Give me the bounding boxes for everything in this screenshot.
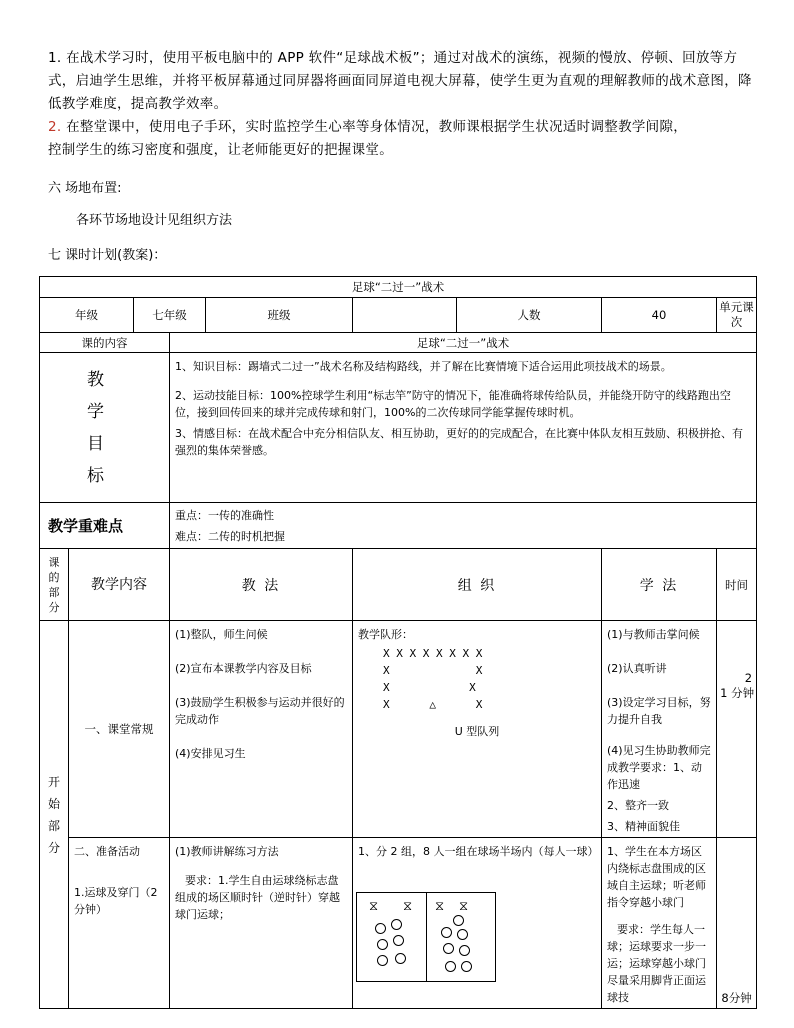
intro-p1-number: 1. [48, 50, 62, 66]
row1-content: 一、课堂常规 [69, 621, 170, 838]
player-icon [457, 929, 468, 940]
intro-p2-text-b: 控制学生的练习密度和强度，让老师能更好的把握课堂。 [48, 142, 393, 158]
goals-label: 教 学 目 标 [40, 353, 170, 503]
player-icon [459, 945, 470, 956]
col-content-header: 教学内容 [69, 549, 170, 621]
col-teach-header: 教 法 [170, 549, 353, 621]
key-label: 教学重难点 [40, 503, 170, 549]
section-7-title: 七 课时计划(教案)： [48, 248, 167, 263]
row1-teach: (1)整队，师生问候 (2)宣布本课教学内容及目标 (3)鼓励学生积极参与运动并很好的完成动作 (4)安排见习生 [170, 621, 353, 838]
col-part-header: 课的部分 [40, 549, 69, 621]
player-icon [393, 935, 404, 946]
table-title: 足球“二过一”战术 [40, 277, 757, 298]
intro-paragraph-2 [48, 116, 753, 162]
player-icon [377, 955, 388, 966]
row2-teach: (1)教师讲解练习方法 要求：1.学生自由运球绕标志盘组成的场区顺时针（逆时针）穿越球门运球； [170, 838, 353, 1009]
count-value: 40 [602, 298, 717, 333]
part-start: 开始部分 [40, 621, 69, 1009]
key-cell [170, 503, 757, 549]
player-icon [443, 943, 454, 954]
drill-field-diagram [356, 892, 496, 982]
key-point: 重点：一传的准确性 [175, 508, 274, 522]
player-icon [445, 961, 456, 972]
row1-learn: (1)与教师击掌问候 (2)认真听讲 (3)设定学习目标，努力提升自我 (4)见习生协助教师完成教学要求：1、动作迅速 2、整齐一致 3、精神面貌佳 [602, 621, 717, 838]
intro-p1-text: 在战术学习时，使用平板电脑中的 APP 软件“足球战术板”；通过对战术的演练，视频的慢放、停顿、回放等方式，启迪学生思维，并将平板屏幕通过同屏器将画面同屏道电视大屏幕，使学生更为直观的理解教师的战术意图，降低教学难度，提高教学效率。 [48, 50, 752, 112]
grade-value: 七年级 [134, 298, 206, 333]
section-6-body: 各环节场地设计见组织方法 [76, 213, 233, 228]
row2-time: 8分钟 [717, 838, 757, 1009]
field-divider [426, 893, 427, 981]
player-icon [375, 923, 386, 934]
player-icon [395, 953, 406, 964]
count-label: 人数 [457, 298, 602, 333]
section-6-title: 六 场地布置: [48, 181, 122, 196]
player-icon [453, 915, 464, 926]
cone-icon: ⧖ [459, 899, 469, 914]
row2-content: 二、准备活动 1.运球及穿门（2 分钟） [69, 838, 170, 1009]
col-time-header: 时间 [717, 549, 757, 621]
player-icon [377, 939, 388, 950]
goals-cell [170, 353, 757, 503]
col-learn-header: 学 法 [602, 549, 717, 621]
difficult-point: 难点：二传的时机把握 [175, 529, 285, 543]
goal-skill: 2、运动技能目标：100%控球学生利用“标志竿”防守的情况下，能准确将球传给队员，并能绕开防守的线路跑出空位，接到回传回来的球并完成传球和射门，100%的二次传球同学能掌握传球时机。 [175, 389, 731, 419]
u-formation-diagram: X X X X X X X X X X X X X △ X [383, 647, 483, 711]
intro-p2-text-a: 在整堂课中，使用电子手环，实时监控学生心率等身体情况，教师课根据学生状况适时调整教学间隙， [66, 119, 688, 135]
player-icon [441, 927, 452, 938]
row1-time: 2 1 分钟 [717, 621, 757, 838]
intro-p2-number: 2. [48, 119, 62, 135]
row2-learn: 1、学生在本方场区内绕标志盘围成的区域自主运球；听老师指令穿越小球门 要求：学生每人一球；运球要求一步一运；运球穿越小球门尽量采用脚背正面运球技 [602, 838, 717, 1009]
class-label: 班级 [206, 298, 353, 333]
class-value [353, 298, 457, 333]
goal-emotion: 3、情感目标：在战术配合中充分相信队友、相互协助，更好的的完成配合，在比赛中体队友相互鼓励、积极拼抢、有强烈的集体荣誉感。 [175, 427, 743, 457]
content-label: 课的内容 [40, 333, 170, 353]
intro-paragraph-1 [48, 47, 753, 116]
unit-label: 单元课次 [717, 298, 757, 333]
content-value: 足球“二过一”战术 [170, 333, 757, 353]
player-icon [391, 919, 402, 930]
cone-icon: ⧖ [369, 899, 379, 914]
goal-knowledge: 1、知识目标：踢墙式二过一”战术名称及结构路线，并了解在比赛情境下适合运用此项技战术的场景。 [175, 360, 672, 373]
col-org-header: 组 织 [353, 549, 602, 621]
grade-label: 年级 [40, 298, 134, 333]
cone-icon: ⧖ [403, 899, 413, 914]
cone-icon: ⧖ [435, 899, 445, 914]
player-icon [461, 961, 472, 972]
row2-organization: 1、分 2 组，8 人一组在球场半场内（每人一球） [353, 838, 602, 1009]
row1-organization: 教学队形： X X X X X X X X X X X X X △ X U 型队列 [353, 621, 602, 838]
